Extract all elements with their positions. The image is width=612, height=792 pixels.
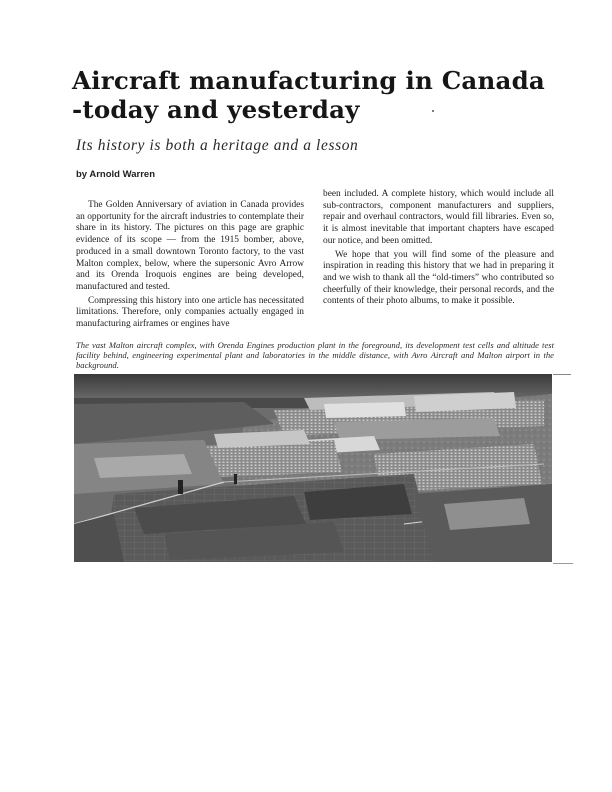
photo-caption: The vast Malton aircraft complex, with Orenda Engines production plant in the foreground, its development test cells and altitude test facility behind, engineering experimental plant and laboratories in the middle distance, with Avro Aircraft and Malton airport in the background.	[76, 340, 554, 370]
article-byline: by Arnold Warren	[76, 169, 155, 180]
paragraph-left-1: The Golden Anniversary of aviation in Canada provides an opportunity for the aircraft industries to contemplate their share in its history. The pictures on this page are graphic evidence of its scope — from the 1915 bomber, above, produced in a small downtown Toronto factory, to the vast Malton complex, below, where the supersonic Avro Arrow and its Orenda Iroquois engines are being developed, manufactured and tested.	[76, 200, 304, 292]
scan-edge-mark	[553, 374, 571, 375]
article-title-line-2: -today and yesterday	[72, 95, 360, 124]
body-column-left	[76, 200, 304, 333]
article-subtitle: Its history is both a heritage and a lesson	[76, 137, 359, 154]
scan-edge-mark-lower	[553, 563, 573, 564]
aerial-factory-photo	[74, 374, 552, 562]
article-title	[72, 66, 572, 124]
article-title-line-1: Aircraft manufacturing in Canada	[72, 66, 546, 95]
paragraph-right-1: been included. A complete history, which would include all sub-contractors, component manufacturers and suppliers, repair and overhaul contractors, would fill libraries. Even so, it is almost inevitable that important chapters have escaped our notice, and been omitted.	[323, 189, 554, 246]
paragraph-left-2: Compressing this history into one article has necessitated limitations. Therefore, only companies actually engaged in manufacturing airframes or engines have	[76, 295, 304, 330]
print-speck	[432, 110, 434, 112]
body-column-right	[323, 189, 554, 310]
paragraph-right-2: We hope that you will find some of the pleasure and inspiration in reading this history that we had in preparing it and we wish to thank all the “old-timers” who contributed so cheerfully of their knowledge, their personal records, and the contents of their photo albums, to make it possible.	[323, 249, 554, 307]
